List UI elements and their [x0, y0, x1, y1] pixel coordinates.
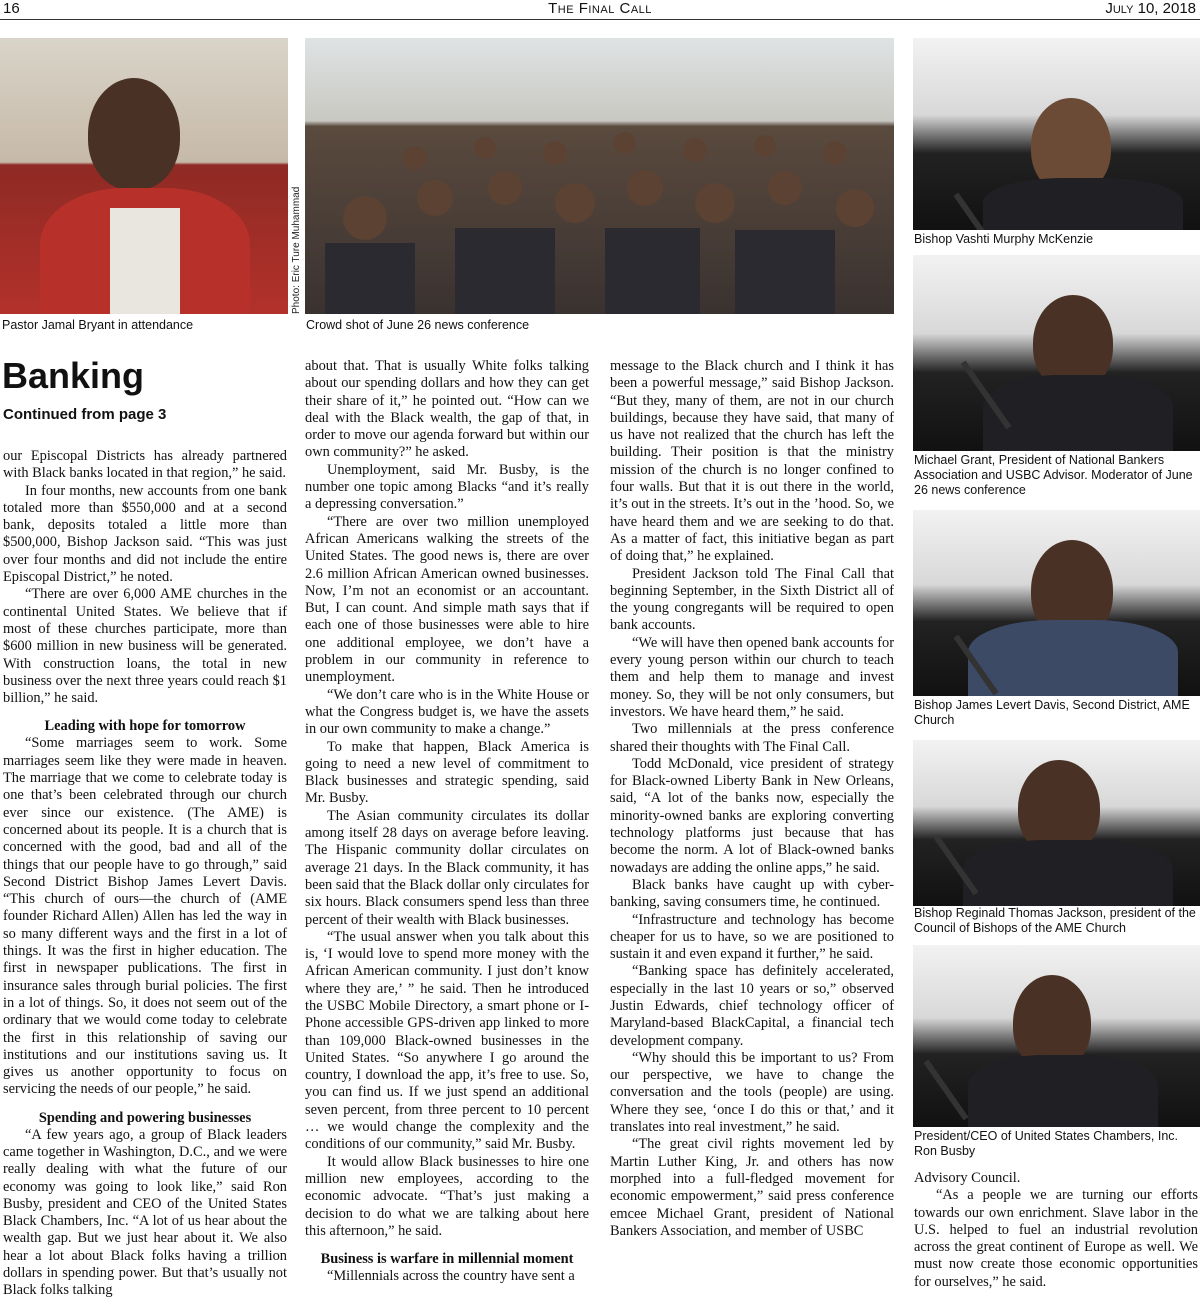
paragraph: “There are over two million unemployed African Americans walking the streets of the United States. The good news is, there are over 2.6 million African American owned businesses. Now, I’m not an economist or an accountant. But, I can count. And simple math says that if each one of those businesses were able to hire one additional employee, we don’t have a problem in our community in reference to unemployment. [305, 513, 589, 686]
photo-credit: Photo: Eric Ture Muhammad [291, 186, 302, 314]
article-column-4 [914, 1170, 1198, 1291]
photo-james-levert-davis [913, 510, 1200, 696]
paragraph: “There are over 6,000 AME churches in the continental United States. We believe that if most of these churches participate, more than $600 million in new business will be generated. With construction loans, the total in new business over the next three years could reach $1 billion,” he said. [3, 586, 287, 707]
photo-jamal-bryant [0, 38, 288, 314]
paragraph: It would allow Black businesses to hire one million new employees, according to the economic advocate. “That’s just making a decision to do what we are talking about here this afternoon,” he said. [305, 1153, 589, 1239]
subhead-spending-and-powering: Spending and powering businesses [38, 1109, 252, 1126]
paragraph: “Millennials across the country have sent a [327, 1268, 575, 1285]
caption-jackson: Bishop Reginald Thomas Jackson, president of the Council of Bishops of the AME Church [914, 906, 1196, 935]
article-column-1 [3, 448, 287, 1300]
article-column-3 [610, 358, 894, 1240]
caption-mckenzie: Bishop Vashti Murphy McKenzie [914, 232, 1094, 246]
paragraph: Todd McDonald, vice president of strategy for Black-owned Liberty Bank in New Orleans, said, “A lot of the banks now, especially the minority-owned banks are exploring converting technology platforms just because that has become the norm. A lot of Black-owned banks nowadays are adding the online apps,” he said. [610, 755, 894, 876]
photo-crowd [305, 38, 894, 314]
article-headline: Banking [2, 355, 145, 396]
subhead-leading-with-hope: Leading with hope for tomorrow [44, 718, 246, 735]
caption-grant: Michael Grant, President of National Bankers Association and USBC Advisor. Moderator of June 26 news conference [914, 453, 1193, 497]
paragraph: “Some marriages seem to work. Some marriages seem like they were made in heaven. The marriage that we come to celebrate today is one that’s been celebrated through our church ever since our existence. (The AME) is concerned about its people. It is a church that is concerned with the good, bad and all of the things that our people have to go through,” said Second District Bishop James Levert Davis. “This church of ours—the church of (AME founder Richard Allen) Allen has led the way in so many different ways and the first in a lot of things. It was the first in higher education. The first in newspaper publications. The first in insurance sales through burial policies. The first in a lot of things. So, it does not seem out of the ordinary that we would come today to celebrate the first in this relationship of saving our institutions and our institutions saving us. It gives us another opportunity to focus on servicing the needs of our people,” he said. [3, 735, 287, 1098]
paragraph: “We don’t care who is in the White House or what the Congress budget is, we have the assets in our own community to make a change.” [305, 686, 589, 738]
paragraph: “Banking space has definitely accelerated, especially in the last 10 years or so,” observed Justin Edwards, chief technology officer of Maryland-based BlackCapital, a financial tech development company. [610, 963, 894, 1049]
continued-from: Continued from page 3 [3, 406, 167, 423]
subhead-business-is-warfare: Business is warfare in millennial moment [320, 1251, 574, 1268]
paragraph: Black banks have caught up with cyber-banking, saving consumers time, he continued. [610, 876, 894, 911]
paragraph: Unemployment, said Mr. Busby, is the number one topic among Blacks “and it’s really a depressing conversation.” [305, 461, 589, 513]
paragraph: “We will have then opened bank accounts for every young person within our church to teach them and help them to manage and invest money. So, they will be not only consumers, but investors. We have heard them,” he said. [610, 634, 894, 720]
caption-davis: Bishop James Levert Davis, Second District, AME Church [914, 698, 1190, 727]
crowd-illustration [305, 38, 894, 314]
paragraph: message to the Black church and I think it has been a powerful message,” said Bishop Jackson. “But they, many of them, are not in our church buildings, because they have said, that many of us have not realized that the church has left the building. Their position is that the ministry mission of the church is no longer confined to four walls. But that it is out there in the world, it’s out in the streets. It’s out in the ’hood. So, we have heard them and we are seeking to do that. As a matter of fact, this initiative began as part of doing that,” he explained. [610, 358, 894, 565]
paragraph: Advisory Council. [914, 1170, 1021, 1186]
paragraph: “Infrastructure and technology has become cheaper for us to have, so we are positioned to sustain it and even expand it further,” he said. [610, 911, 894, 963]
paragraph: about that. That is usually White folks talking about our spending dollars and how they can get their share of it,” he pointed out. “How can we deal with the Black wealth, the gap of that, in order to move our agenda forward but within our own community?” he asked. [305, 358, 589, 461]
caption-busby: President/CEO of United States Chambers, Inc. Ron Busby [914, 1129, 1179, 1158]
paragraph: “As a people we are turning our efforts towards our own enrichment. Slave labor in the U.S. helped to fuel an industrial revolution across the great continent of Europe as well. We must now create those economic opportunities for ourselves,” he said. [914, 1187, 1198, 1290]
photo-michael-grant [913, 255, 1200, 451]
header-rule [0, 19, 1200, 20]
paragraph: The Asian community circulates its dollar among itself 28 days on average before leaving. The Hispanic community dollar circulates on average 21 days. In the Black community, it has been said that the Black dollar only circulates for six hours. Black consumers spend less than three percent of their wealth with Black businesses. [305, 807, 589, 928]
page-number: 16 [3, 0, 20, 17]
photo-ron-busby [913, 945, 1200, 1127]
paragraph: President Jackson told The Final Call that beginning September, in the Sixth District all of the young congregants will be required to open bank accounts. [610, 565, 894, 634]
paragraph: “The usual answer when you talk about this is, ‘I would love to spend more money with the African American community. I just don’t know where they are,’ ” he said. Then he introduced the USBC Mobile Directory, a smart phone or I-Phone accessible GPS-driven app linked to more than 109,000 Black-owned businesses in the United States. “So anywhere I go around the country, I download the app, it’s free to use. So, you can find us. If we just spend an additional seven percent, from three percent to 10 percent … we would change the complexity and the conditions of our community,” said Mr. Busby. [305, 928, 589, 1153]
publication-name: The Final Call [548, 0, 652, 17]
page-header [0, 0, 1200, 20]
paragraph: To make that happen, Black America is going to need a new level of commitment to Black businesses and strategic spending, said Mr. Busby. [305, 738, 589, 807]
caption-crowd: Crowd shot of June 26 news conference [306, 318, 530, 332]
paragraph: our Episcopal Districts has already partnered with Black banks located in that region,” he said. [3, 448, 287, 482]
paragraph: “Why should this be important to us? From our perspective, we have to change the conversation and the tools (people) are using. Where they see, ‘once I do this or that,’ and it translates into real investment,” he said. [610, 1049, 894, 1136]
caption-bryant: Pastor Jamal Bryant in attendance [2, 318, 194, 332]
photo-vashti-mckenzie [913, 38, 1200, 230]
photo-reginald-jackson [913, 740, 1200, 906]
paragraph: “A few years ago, a group of Black leaders came together in Washington, D.C., and we were really dealing with what the future of our economy was going to look like,” said Ron Busby, president and CEO of the United States Black Chambers, Inc. “A lot of us hear about the wealth gap. But we just hear about it. We also hear a lot about Black folks having a trillion dollars in spending power. But that’s usually not Black folks talking [3, 1126, 287, 1299]
article-column-2 [305, 358, 589, 1285]
issue-date: July 10, 2018 [1105, 0, 1196, 17]
paragraph: “The great civil rights movement led by Martin Luther King, Jr. and others has now morphed into a full-fledged movement for economic empowerment,” said press conference emcee Michael Grant, president of National Bankers Association, and member of USBC [610, 1136, 894, 1239]
paragraph: In four months, new accounts from one bank totaled more than $550,000 and at a second bank, deposits totaled a little more than $500,000, Bishop Jackson said. “This was just over four months and did not include the entire Episcopal District,” he noted. [3, 482, 287, 586]
paragraph: Two millennials at the press conference shared their thoughts with The Final Call. [610, 721, 894, 755]
